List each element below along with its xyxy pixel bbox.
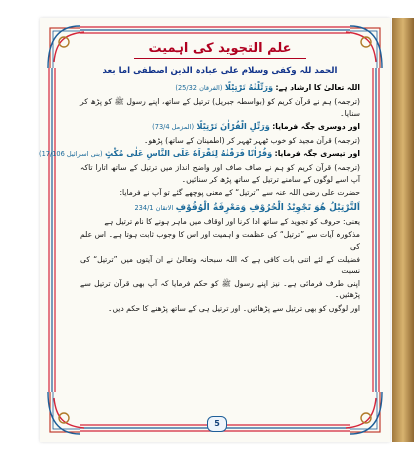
paragraph-line-5: اور لوگوں کو بھی ترتیل سے پڑھائیں۔ اور ترتیل ہی کے ساتھ پڑھنے کا حکم دیں۔ (108, 303, 360, 313)
section-2-intro: اور دوسری جگہ فرمایا: (272, 121, 360, 131)
paragraph-line-3: فضیلت کے لئے اتنی بات کافی ہے کہ اللہ سبحانہ وتعالیٰ نے ان آیتوں میں ”ترتیل“ کی نسبت (80, 254, 360, 276)
page-content (39, 40, 360, 420)
section-3-translation: (ترجمہ) قرآن کریم کو ہم نے صاف صاف اور واضح انداز میں ترتیل کے ساتھ اتارا تاکہ آپ اسے لوگوں کے سامنے ترتیل کے ساتھ پڑھ کر سنائیں۔ (80, 163, 360, 184)
section-3-reference: (بنی اسرائیل 17/106) (39, 150, 103, 159)
section-1-translation: (ترجمہ) ہم نے قرآن کریم کو (بواسطہ جبریل) ترتیل کے ساتھ، اپنے رسول ﷺ کو پڑھ کر سنایا۔ (80, 97, 360, 118)
section-3-intro-line (39, 148, 360, 160)
document-page (40, 18, 390, 442)
page-number: 5 (207, 416, 227, 432)
section-1-intro: اللہ تعالیٰ کا ارشاد ہے: (275, 83, 360, 93)
paragraph-line-2: مذکورہ آیات سے ”ترتیل“ کی عظمت و اہمیت اور اس کا وجوب ثابت ہوتا ہے۔ اس علم کی (80, 230, 360, 251)
right-stripe-band (372, 68, 382, 392)
definition-reference: الاتقان 234/1 (134, 204, 174, 213)
left-stripe-band (48, 68, 58, 392)
opening-praise: الحمد للہ وکفی وسلام علی عبادہ الذین اصطفی اما بعد (102, 66, 338, 76)
section-2-reference: (المزمل 73/4) (152, 122, 195, 131)
section-1-reference: (الفرقان 25/32) (175, 84, 223, 93)
paragraph-line-4: اپنی طرف فرمائی ہے۔ نیز اپنے رسول ﷺ کو حکم فرمایا کہ آپ بھی قرآن ترتیل سے پڑھئیں۔ (80, 279, 360, 300)
section-1-verse: وَرَتِّلْنٰهُ تَرْتِيْلًا (224, 82, 274, 93)
section-2-translation: (ترجمہ) قرآن مجید کو خوب ٹھہر ٹھہر کر (اطمینان کے ساتھ) پڑھو۔ (144, 136, 360, 146)
definition-line (80, 202, 360, 214)
book-spine-edge (392, 18, 414, 442)
section-1-intro-line (80, 82, 360, 94)
paragraph-line-1: یعنی: حروف کو تجوید کے ساتھ ادا کرنا اور اوقاف میں ماہر ہونے کا نام ترتیل ہے (104, 217, 360, 227)
ali-quote-intro: حضرت علی رضی اللہ عنہ سے ”ترتیل“ کے معنی پوچھے گئے تو آپ نے فرمایا: (119, 187, 360, 197)
section-2-verse: وَرَتِّلِ الْقُرْاٰنَ تَرْتِيْلًا (196, 120, 270, 131)
section-3-verse: وَقُرْاٰنًا فَرَقْنٰهُ لِتَقْرَاَهٗ عَلَى النَّاسِ عَلٰى مُكْثٍ (104, 148, 273, 159)
title-wrapper (80, 40, 360, 59)
definition-verse: اَلتَّرْتِيْلُ هُوَ تَجْوِيْدُ الْحُرُوْفِ وَمَعْرِفَةُ الْوُقُوْفِ (175, 203, 360, 214)
top-stripe-band (80, 26, 350, 36)
page-title: علم التجوید کی اہمیت (134, 40, 305, 59)
section-2-intro-line (80, 121, 360, 133)
section-3-intro: اور تیسری جگہ فرمایا: (274, 149, 360, 159)
